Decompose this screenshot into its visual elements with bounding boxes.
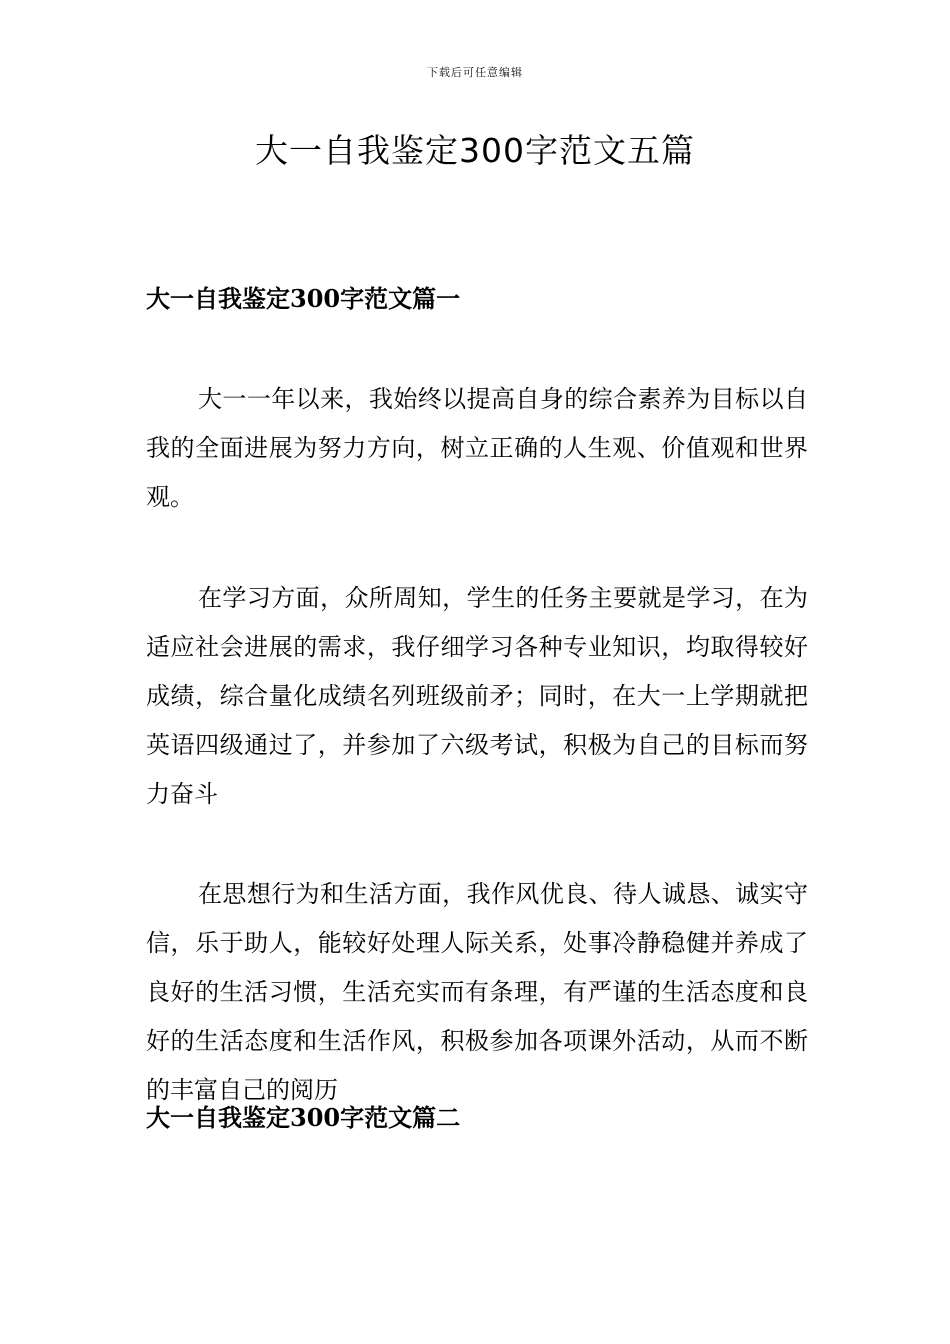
section-heading-two: 大一自我鉴定300字范文篇二 [146, 1103, 461, 1132]
header-note: 下载后可任意编辑 [427, 66, 523, 79]
paragraph-study: 在学习方面，众所周知，学生的任务主要就是学习，在为适应社会进展的需求，我仔细学习各种专业知识，均取得较好成绩，综合量化成绩名列班级前矛；同时，在大一上学期就把英语四级通过了，并参加了六级考试，积极为自己的目标而努力奋斗 [146, 584, 808, 808]
paragraph-life: 在思想行为和生活方面，我作风优良、待人诚恳、诚实守信，乐于助人，能较好处理人际关系，处事冷静稳健并养成了良好的生活习惯，生活充实而有条理，有严谨的生活态度和良好的生活态度和生活作风，积极参加各项课外活动，从而不断的丰富自己的阅历 [146, 880, 808, 1104]
section-heading-one: 大一自我鉴定300字范文篇一 [146, 284, 461, 313]
document-title: 大一自我鉴定300字范文五篇 [255, 131, 695, 170]
paragraph-overview: 大一一年以来，我始终以提高自身的综合素养为目标以自我的全面进展为努力方向，树立正确的人生观、价值观和世界观。 [146, 385, 808, 511]
